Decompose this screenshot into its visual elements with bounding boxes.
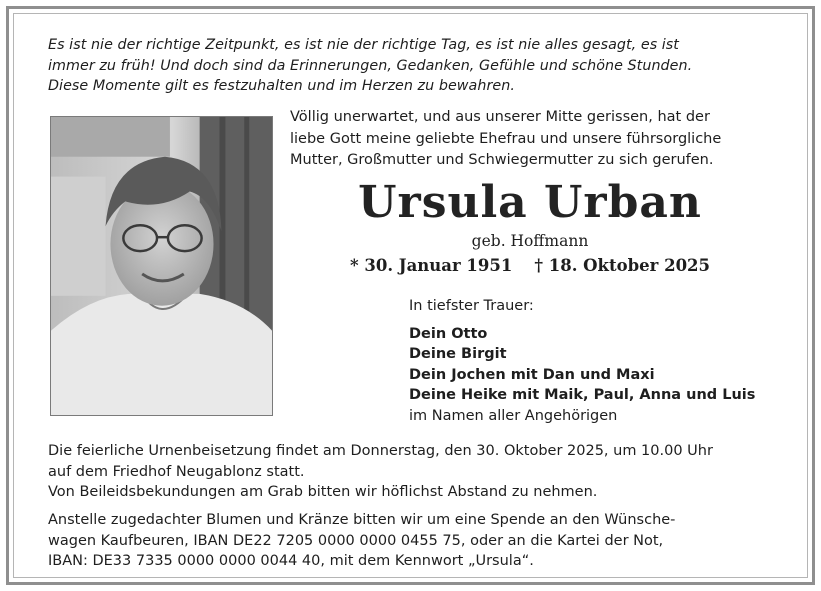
donation-line: wagen Kaufbeuren, IBAN DE22 7205 0000 0000 0455 75, oder an die Kartei der Not, xyxy=(48,532,664,549)
donation-info xyxy=(48,510,788,572)
quote-line: immer zu früh! Und doch sind da Erinnerungen, Gedanken, Gefühle und schöne Stunden. xyxy=(48,57,693,74)
donation-line: Anstelle zugedachter Blumen und Kränze bitten wir um eine Spende an den Wünsche- xyxy=(48,512,676,528)
intro-line: Völlig unerwartet, und aus unserer Mitte gerissen, hat der xyxy=(290,109,710,125)
service-line: Von Beileidsbekundungen am Grab bitten wir höflichst Abstand zu nehmen. xyxy=(48,484,598,500)
mourner-name: Dein Otto xyxy=(409,325,488,342)
maiden-name: geb. Hoffmann xyxy=(471,232,589,250)
service-line: Die feierliche Urnenbeisetzung findet am Donnerstag, den 30. Oktober 2025, um 10.00 Uhr xyxy=(48,443,713,459)
mourners-block xyxy=(409,296,799,426)
quote-line: Es ist nie der richtige Zeitpunkt, es ist nie der richtige Tag, es ist nie alles gesagt, es ist xyxy=(48,37,679,53)
mourner-name: Deine Heike mit Maik, Paul, Anna und Luis xyxy=(409,387,756,403)
opening-quote xyxy=(48,35,778,97)
donation-line: IBAN: DE33 7335 0000 0000 0044 40, mit dem Kennwort „Ursula“. xyxy=(48,553,534,569)
birth-date: * 30. Januar 1951 xyxy=(349,256,513,275)
life-dates xyxy=(290,255,770,277)
death-date: † 18. Oktober 2025 xyxy=(534,256,711,275)
mourner-name: Dein Jochen mit Dan und Maxi xyxy=(409,366,655,383)
intro-line: liebe Gott meine geliebte Ehefrau und unsere führsorgliche xyxy=(290,130,722,147)
service-line: auf dem Friedhof Neugablonz statt. xyxy=(48,463,305,480)
mourner-name: Deine Birgit xyxy=(409,346,507,362)
intro-text xyxy=(290,107,790,172)
intro-line: Mutter, Großmutter und Schwiegermutter zu sich gerufen. xyxy=(290,152,714,168)
service-info xyxy=(48,441,788,503)
portrait-image xyxy=(51,117,272,415)
deceased-name: Ursula Urban xyxy=(358,177,702,228)
mourners-closing: im Namen aller Angehörigen xyxy=(409,407,618,424)
portrait-photo xyxy=(50,116,273,416)
mourners-heading: In tiefster Trauer: xyxy=(409,298,534,314)
quote-line: Diese Momente gilt es festzuhalten und im Herzen zu bewahren. xyxy=(48,78,515,94)
